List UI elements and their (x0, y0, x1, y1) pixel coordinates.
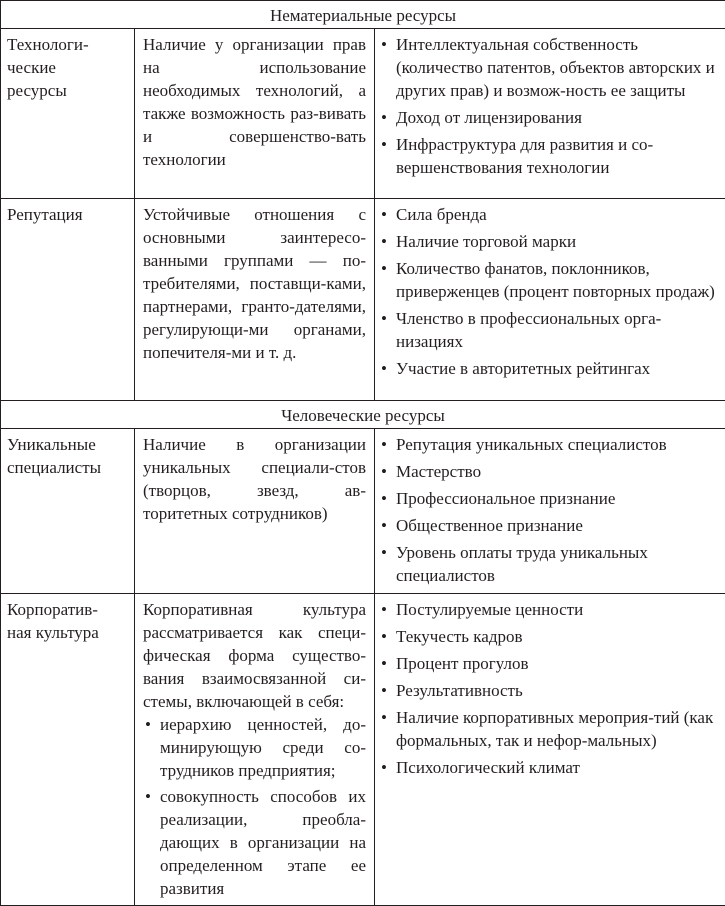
indicator-item: • Сила бренда (379, 203, 719, 226)
indicator-item: • Репутация уникальных специалистов (379, 433, 719, 456)
indicator-item: • Текучесть кадров (379, 625, 719, 648)
resource-description: Наличие в организации уникальных специали-стов (творцов, звезд, ав-торитетных сотрудников) (135, 429, 375, 594)
resource-indicators (375, 199, 725, 401)
description-text: Корпоративная культура рассматривается как специ-фическая форма существо-вания взаимосвязанной си-стемы, включающей в себя: (143, 598, 366, 713)
indicator-item: • Интеллектуальная собственность (количество патентов, объектов авторских и других прав) и возмож-ность ее защиты (379, 33, 719, 102)
indicator-item: • Процент прогулов (379, 652, 719, 675)
indicator-item: • Членство в профессиональных орга-низациях (379, 307, 719, 353)
resource-indicators (375, 594, 725, 906)
table-row (1, 594, 725, 906)
resource-description (135, 594, 375, 906)
indicator-item: • Доход от лицензирования (379, 106, 719, 129)
indicator-item: • Наличие торговой марки (379, 230, 719, 253)
indicator-item: • Количество фанатов, поклонников, приверженцев (процент повторных продаж) (379, 257, 719, 303)
indicator-item: • Результативность (379, 679, 719, 702)
resource-indicators (375, 429, 725, 594)
indicator-item: • Психологический климат (379, 756, 719, 779)
resource-description: Устойчивые отношения с основными заинтересо-ванными группами — по-требителями, поставщи-ками, партнерами, гранто-дателями, регулирующи-ми органами, попечителя-ми и т. д. (135, 199, 375, 401)
indicator-item: • Наличие корпоративных мероприя-тий (как формальных, так и нефор-мальных) (379, 706, 719, 752)
resource-name: Репутация (1, 199, 135, 401)
section-header-row (1, 401, 725, 429)
description-item: • иерархию ценностей, до-минирующую среди со-трудников предприятия; (143, 713, 366, 782)
resource-description: Наличие у организации прав на использование необходимых технологий, а также возможность раз-вивать и совершенство-вать технологии (135, 29, 375, 199)
indicator-item: • Уровень оплаты труда уникальных специалистов (379, 541, 719, 587)
table-row (1, 29, 725, 199)
section-title: Нематериальные ресурсы (1, 1, 725, 29)
description-item: • совокупность способов их реализации, преобла-дающих в организации на определенном этапе ее развития (143, 785, 366, 900)
indicator-item: • Постулируемые ценности (379, 598, 719, 621)
resource-indicators (375, 29, 725, 199)
resource-name: Корпоратив- ная культура (1, 594, 135, 906)
resource-name: Технологи- ческие ресурсы (1, 29, 135, 199)
indicator-item: • Участие в авторитетных рейтингах (379, 357, 719, 380)
indicator-item: • Инфраструктура для развития и со-вершенствования технологии (379, 133, 719, 179)
indicator-item: • Мастерство (379, 460, 719, 483)
resource-name: Уникальные специалисты (1, 429, 135, 594)
indicator-item: • Общественное признание (379, 514, 719, 537)
section-header-row (1, 1, 725, 29)
section-title: Человеческие ресурсы (1, 401, 725, 429)
table-row (1, 429, 725, 594)
table-row (1, 199, 725, 401)
indicator-item: • Профессиональное признание (379, 487, 719, 510)
